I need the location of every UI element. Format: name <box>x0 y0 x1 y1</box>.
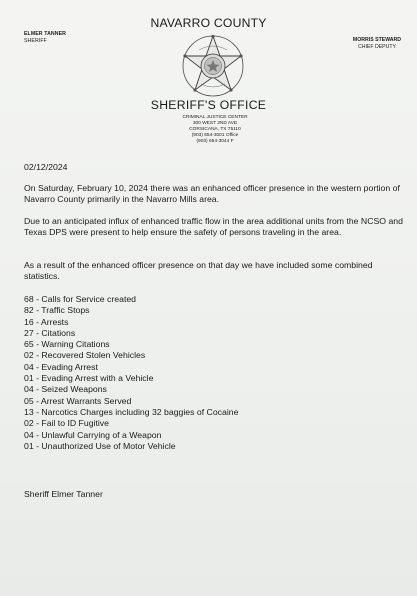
stat-item: 65 - Warning Citations <box>24 339 110 350</box>
address-line: (903) 654-3001 Office <box>191 133 239 139</box>
address-line: CORSICANA, TX 75110 <box>189 127 241 133</box>
sheriff-title: SHERIFF <box>24 38 47 44</box>
chief-deputy-block <box>350 37 404 51</box>
sheriff-block <box>24 31 66 45</box>
signature: Sheriff Elmer Tanner <box>24 489 103 499</box>
chief-deputy-title: CHIEF DEPUTY <box>357 44 397 50</box>
stat-item: 16 - Arrests <box>24 316 69 327</box>
stat-item: 02 - Fail to ID Fugitive <box>24 418 109 429</box>
office-name: SHERIFF'S OFFICE <box>150 98 267 112</box>
stat-item: 82 - Traffic Stops <box>24 305 90 316</box>
paragraph-statistics-intro: As a result of the enhanced officer presence on that day we have included some combined statistics. <box>24 260 373 281</box>
stat-item: 27 - Citations <box>24 327 76 338</box>
stat-item: 68 - Calls for Service created <box>24 294 137 304</box>
address-block <box>0 115 417 145</box>
stat-item: 01 - Evading Arrest with a Vehicle <box>24 373 154 384</box>
stat-item: 01 - Unauthorized Use of Motor Vehicle <box>24 440 176 451</box>
sheriff-star-seal <box>181 34 245 98</box>
statistics-list <box>24 294 238 452</box>
stat-item: 04 - Unlawful Carrying of a Weapon <box>24 429 162 440</box>
address-line: CRIMINAL JUSTICE CENTER <box>182 115 248 120</box>
stat-item: 04 - Evading Arrest <box>24 361 98 372</box>
paragraph-intro: On Saturday, February 10, 2024 there was an enhanced officer presence in the western portion of Navarro County primarily in the Navarro Mills area. <box>24 183 400 204</box>
paragraph-context: Due to an anticipated influx of enhanced traffic flow in the area additional units from the NCSO and Texas DPS were present to help ensure the safety of persons traveling in the area. <box>24 216 403 237</box>
address-line: 300 WEST 2ND AVE <box>192 121 238 127</box>
sheriff-name: ELMER TANNER <box>24 31 67 37</box>
county-name: NAVARRO COUNTY <box>150 16 267 30</box>
stat-item: 02 - Recovered Stolen Vehicles <box>24 350 146 361</box>
chief-deputy-name: MORRIS STEWARD <box>352 37 402 43</box>
stat-item: 05 - Arrest Warrants Served <box>24 395 132 406</box>
stat-item: 13 - Narcotics Charges including 32 baggies of Cocaine <box>24 406 239 417</box>
letter-date: 02/12/2024 <box>24 162 68 172</box>
address-line: (903) 654-3044 F <box>196 139 234 145</box>
stat-item: 04 - Seized Weapons <box>24 384 107 395</box>
